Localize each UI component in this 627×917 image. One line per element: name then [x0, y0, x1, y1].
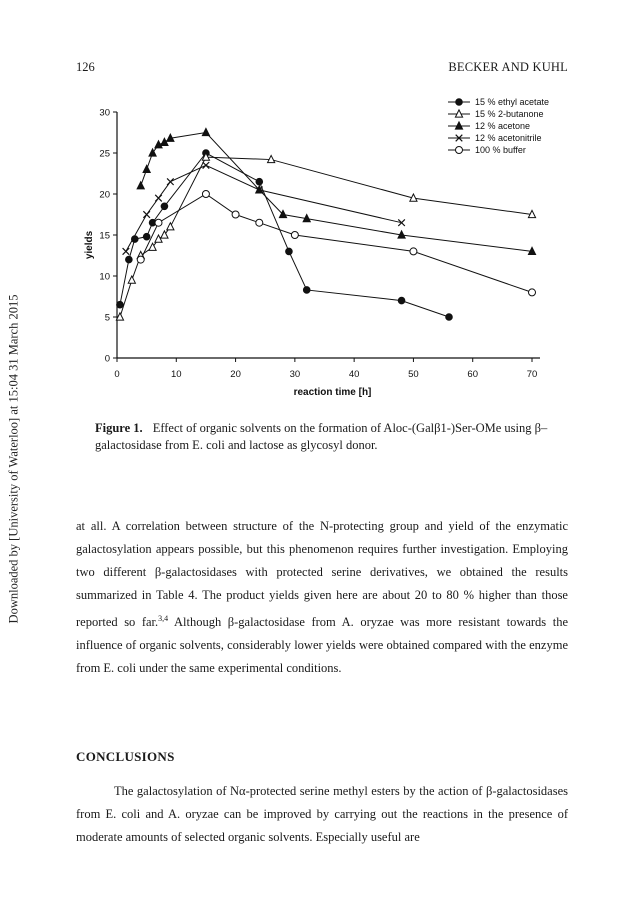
data-point-series-2 — [167, 223, 174, 230]
x-tick-label: 60 — [467, 369, 479, 380]
data-point-series-5 — [232, 211, 239, 218]
data-point-series-1 — [126, 256, 133, 263]
data-point-series-5 — [155, 219, 162, 226]
x-tick-label: 30 — [289, 369, 301, 380]
y-tick-label: 0 — [104, 353, 110, 365]
legend-label: 15 % ethyl acetate — [475, 97, 550, 107]
data-point-series-5 — [410, 248, 417, 255]
data-point-series-1 — [131, 236, 138, 243]
data-point-series-3 — [202, 128, 209, 135]
x-tick-label: 70 — [526, 369, 538, 380]
legend-label: 12 % acetonitrile — [475, 133, 542, 143]
download-notice: Downloaded by [University of Waterloo] at 15:04 31 March 2015 — [6, 294, 21, 624]
data-point-series-1 — [143, 233, 150, 240]
legend-label: 12 % acetone — [475, 121, 531, 131]
y-tick-label: 5 — [104, 312, 110, 324]
x-tick-label: 20 — [230, 369, 241, 380]
data-point-series-1 — [256, 178, 263, 185]
running-head: BECKER AND KUHL — [448, 60, 568, 74]
data-point-series-5 — [291, 232, 298, 239]
data-point-series-1 — [303, 287, 310, 294]
data-point-series-1 — [446, 314, 453, 321]
figure-1-chart — [0, 0, 627, 420]
reference-superscript: 3,4 — [158, 614, 169, 623]
x-tick-label: 10 — [170, 369, 182, 380]
data-point-series-4 — [155, 195, 162, 202]
y-tick-label: 30 — [99, 107, 110, 119]
data-point-series-4 — [398, 219, 405, 226]
y-tick-label: 20 — [99, 189, 110, 201]
data-point-series-1 — [117, 301, 124, 308]
data-point-series-1 — [286, 248, 293, 255]
conclusions-paragraph: The galactosylation of Nα-protected serine methyl esters by the action of β-galactosidases from E. coli and A. oryzae can be improved by carrying out the reactions in the presence of moderate amounts of selected organic solvents. Especially useful are — [76, 784, 568, 844]
data-point-series-5 — [202, 191, 209, 198]
data-point-series-1 — [398, 297, 405, 304]
y-tick-label: 10 — [99, 271, 110, 283]
figure-caption — [95, 420, 555, 454]
data-point-series-4 — [203, 162, 210, 169]
data-point-series-3 — [137, 182, 144, 189]
body-paragraph-tail: Although β-galactosidase from A. oryzae was more resistant towards the influence of organic solvents, considerably lower yields were obtained compared with the enzyme from E. coli under the same experimental conditions. — [76, 615, 568, 676]
y-tick-label: 25 — [99, 148, 110, 160]
x-tick-label: 50 — [408, 369, 419, 380]
legend-marker — [456, 99, 463, 106]
legend-label: 15 % 2-butanone — [475, 109, 544, 119]
legend-marker — [456, 147, 463, 154]
body-paragraph-intro: at all. A correlation between structure of the N-protecting group and yield of the enzymatic galactosylation appears possible, but this phenomenon requires further investigation. Employing two different β-galactosidases with protected serine derivatives, we obtained the results summarized in Table 4. The product yields given here are about 20 to 80 % higher than those reported so far. — [76, 519, 568, 630]
figure-caption-label: Figure 1. — [95, 421, 143, 435]
body-paragraph — [76, 515, 568, 680]
data-point-series-4 — [143, 211, 150, 218]
x-axis-title: reaction time [h] — [293, 387, 372, 398]
data-point-series-1 — [161, 203, 168, 210]
data-point-series-5 — [529, 289, 536, 296]
x-tick-label: 0 — [114, 369, 120, 380]
series-line-3 — [141, 133, 532, 252]
data-point-series-5 — [137, 256, 144, 263]
y-tick-label: 15 — [99, 230, 110, 242]
data-point-series-2 — [128, 276, 135, 283]
page-number: 126 — [76, 60, 95, 74]
legend-label: 100 % buffer — [475, 145, 526, 155]
data-point-series-4 — [123, 248, 130, 255]
series-line-2 — [120, 157, 532, 317]
section-heading-conclusions: CONCLUSIONS — [76, 749, 175, 764]
data-point-series-4 — [167, 178, 174, 185]
figure-caption-text: Effect of organic solvents on the formation of Aloc-(Galβ1-)Ser-OMe using β–galactosidase from E. coli and lactose as glycosyl donor. — [95, 421, 548, 452]
data-point-series-5 — [256, 219, 263, 226]
x-tick-label: 40 — [348, 369, 360, 380]
data-point-series-3 — [143, 165, 150, 172]
series-line-5 — [141, 194, 532, 292]
y-axis-title: yields — [84, 230, 95, 260]
